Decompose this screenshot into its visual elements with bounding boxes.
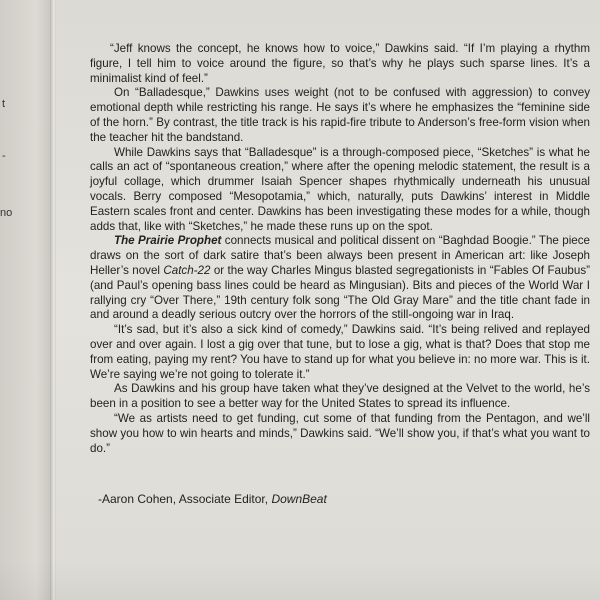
left-page xyxy=(0,0,52,600)
paragraph-7: “We as artists need to get funding, cut some of that funding from the Pentagon, and we’ll show you how to win hearts and minds,” Dawkins said. “We’ll show you, if that’s what you want to do.” xyxy=(90,411,590,455)
paragraph-5: “It’s sad, but it’s also a sick kind of comedy,” Dawkins said. “It’s being relived and replayed over and over again. I lost a gig over that tune, but to lose a gig, what is that? Does that stop me from eating, paying my rent? You have to stand up for what you believe in: no more war. This is it. We’re saying we’re not going to tolerate it.” xyxy=(90,323,590,381)
author-credit xyxy=(98,492,327,506)
paragraph-4 xyxy=(90,234,590,323)
left-page-fragment: - xyxy=(2,150,6,162)
album-title: The Prairie Prophet xyxy=(114,234,222,248)
bottom-shadow xyxy=(0,560,600,600)
left-page-fragment: no xyxy=(0,207,13,219)
right-page xyxy=(56,0,600,600)
publication-name: DownBeat xyxy=(271,492,327,506)
paragraph-6: As Dawkins and his group have taken what they’ve designed at the Velvet to the world, he’s been in a position to see a better way for the United States to spread its influence. xyxy=(90,382,590,411)
paragraph-2: On “Balladesque,” Dawkins uses weight (not to be confused with aggression) to convey emotional depth while restricting his range. He says it’s where he emphasizes the “feminine side of the horn.” By contrast, the title track is his rapid-fire tribute to Anderson’s free-form vision when the teacher hit the bandstand. xyxy=(90,86,590,144)
paragraph-4-part-b: or the way Charles Mingus blasted segregationists in “Fables Of Faubus” (and Paul’s opening bass lines could be heard as Mingusian). Bits and pieces of the World War I rallying cry “Over There,” 19th century folk song “The Old Gray Mare” and the title chant fade in and around a deadly serious outcry over the horrors of the still-ongoing war in Iraq. xyxy=(90,263,590,322)
paragraph-3: While Dawkins says that “Balladesque” is a through-composed piece, “Sketches” is what he calls an act of “spontaneous creation,” where after the opening melodic statement, the result is a joyful collage, which drummer Isaiah Spencer shapes rhythmically underneath his unusual vocals. Berry composed “Mesopotamia,” which, naturally, puts Dawkins’ interest in Middle Eastern scales front and center. Dawkins has been investigating these modes for a while, though adds that, like with “Sketches,” he made these runs up on the spot. xyxy=(90,145,590,233)
paragraph-4-part-a: connects musical and political dissent on “Baghdad Boogie.” The piece draws on the sort of dark satire that’s been always been present in American art: like Joseph Heller’s novel xyxy=(90,234,590,277)
paragraph-1: “Jeff knows the concept, he knows how to voice,” Dawkins said. “If I’m playing a rhythm figure, I tell him to voice around the figure, so that’s why he plays such sparse lines. It’s a minimalist kind of feel.” xyxy=(90,42,590,85)
book-title: Catch-22 xyxy=(163,263,211,277)
credit-prefix: -Aaron Cohen, Associate Editor, xyxy=(98,492,272,506)
left-page-fragment: t xyxy=(2,98,6,110)
article-body xyxy=(90,42,590,456)
